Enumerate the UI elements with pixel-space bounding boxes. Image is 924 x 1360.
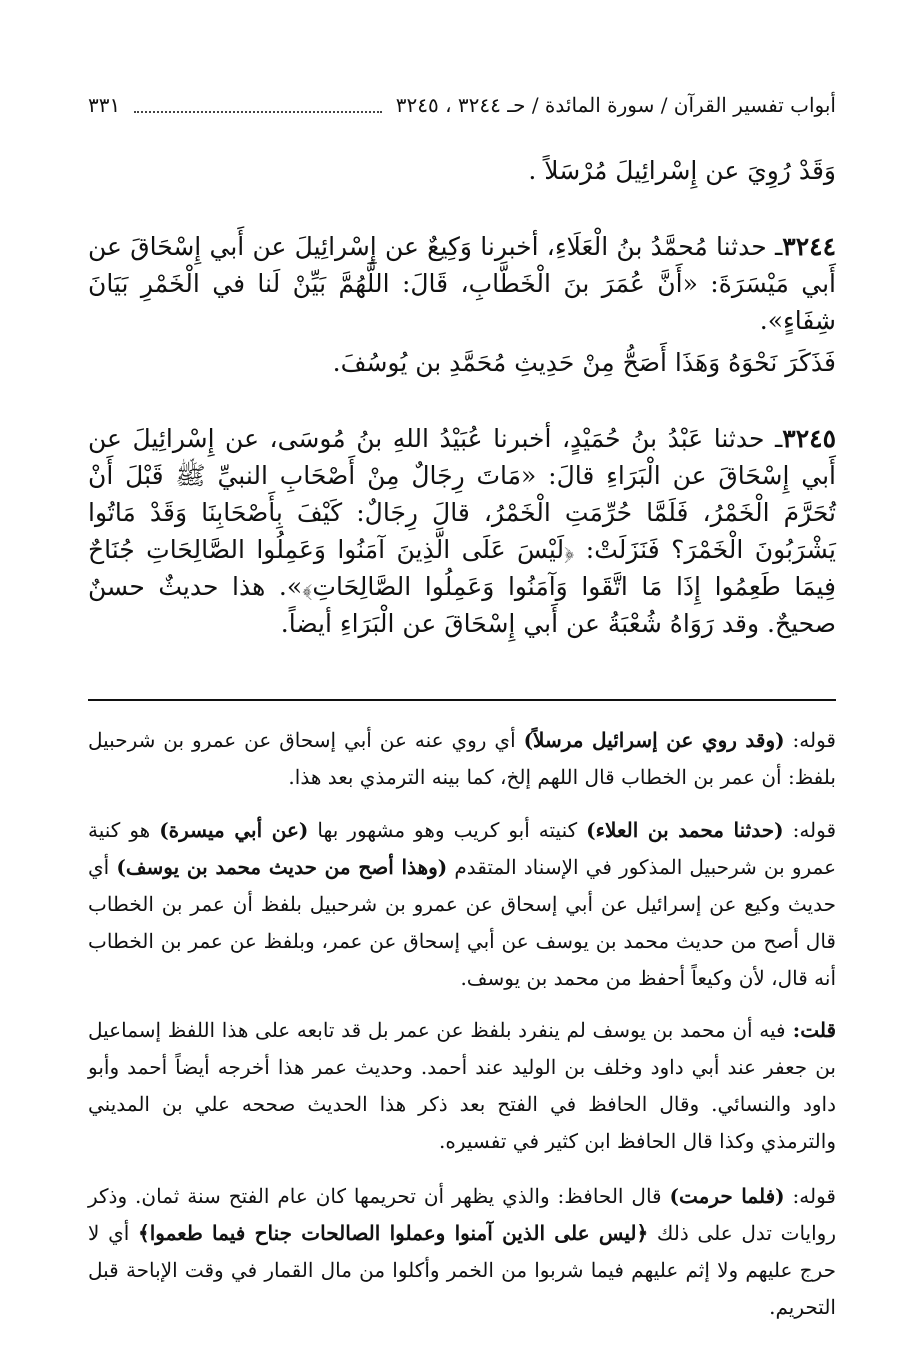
note-text: قال الحافظ: والذي يظهر أن تحريمها كان عام الفتح سنة ثمان. وذكر روايات تدل على ذلك (88, 1184, 836, 1245)
commentary-divider (88, 699, 836, 701)
commentary-note-3 (88, 1012, 836, 1160)
paragraph-text: وَقَدْ رُوِيَ عن إِسْرائِيلَ مُرْسَلاً . (528, 156, 836, 185)
running-header (88, 88, 836, 122)
hadith-3245-body (88, 420, 836, 642)
hadith-text: ـ حدثنا عَبْدُ بنُ حُمَيْدٍ، أخبرنا عُبَيْدُ اللهِ بنُ مُوسَى، عن إِسْرائِيلَ عن أَبي إِسْحَاقَ عن الْبَرَاءِ قالَ: «مَاتَ رِجَالٌ مِنْ أَصْحَابِ النبيِّ ﷺ قَبْلَ أَنْ تُحَرَّمَ الْخَمْرُ، فَلَمَّا حُرِّمَتِ الْخَمْرُ، قالَ رِجَالٌ: كَيْفَ بِأَصْحَابِنَا وَقَدْ مَاتُوا يَشْرَبُونَ الْخَمْرَ؟ فَنَزَلَتْ: ﴿لَيْسَ عَلَى الَّذِينَ آمَنُوا وَعَمِلُوا الصَّالِحَاتِ جُنَاحٌ فِيمَا طَعِمُوا إِذَا مَا اتَّقَوا وَآمَنُوا وَعَمِلُوا الصَّالِحَاتِ﴾». هذا حديثٌ حسنٌ صحيحٌ. وقد رَوَاهُ شُعْبَةُ عن أَبي إِسْحَاقَ عن الْبَرَاءِ أيضاً. (88, 424, 836, 638)
page-number: ٣٣١ (88, 93, 121, 117)
hadith-3244 (88, 228, 836, 339)
commentary-note-4 (88, 1178, 836, 1326)
note-lead: قوله: (784, 1184, 836, 1208)
hadith-3245 (88, 420, 836, 642)
note-quote: (وهذا أصح من حديث محمد بن يوسف) (116, 855, 448, 879)
commentary-note-2 (88, 812, 836, 997)
commentary-note-1 (88, 722, 836, 796)
note-body (88, 812, 836, 997)
note-text: هو كنية عمرو بن شرحبيل المذكور في الإسناد المتقدم (88, 818, 837, 879)
hadith-3244-body (88, 228, 836, 339)
note-quote: ﴿ليس على الذين آمنوا وعملوا الصالحات جناح فيما طعموا﴾ (138, 1221, 649, 1245)
main-paragraph-comment (88, 344, 836, 381)
note-quote: (عن أبي ميسرة) (159, 818, 309, 842)
note-body (88, 722, 836, 796)
note-body (88, 1012, 836, 1160)
header-title: أبواب تفسير القرآن / سورة المائدة / حـ ٣٢٤٤ ، ٣٢٤٥ (395, 93, 836, 117)
note-lead: قوله: (784, 728, 836, 752)
note-text: كنيته أبو كريب وهو مشهور بها (308, 818, 587, 842)
note-text: أي حديث وكيع عن إسرائيل عن أبي إسحاق عن عمرو بن شرحبيل بلفظ أن عمر بن الخطاب قال أصح من حديث محمد بن يوسف عن أبي إسحاق عن عمر، وبلفظ عن عمر بن الخطاب أنه قال، لأن وكيعاً أحفظ من محمد بن يوسف. (88, 855, 836, 990)
note-lead: قوله: (783, 818, 837, 842)
note-lead: قلت: (785, 1018, 837, 1042)
hadith-number: ٣٢٤٥ (782, 424, 836, 453)
note-text: أي لا حرج عليهم ولا إثم عليهم فيما شربوا من الخمر وأكلوا من مال القمار في وقت الإباحة قبل التحريم. (88, 1221, 836, 1319)
note-text: فيه أن محمد بن يوسف لم ينفرد بلفظ عن عمر بل قد تابعه على هذا اللفظ إسماعيل بن جعفر عند أبي داود وخلف بن الوليد عند أحمد. وحديث عمر هذا أخرجه أيضاً أحمد وأبو داود والنسائي. وقال الحافظ في الفتح بعد ذكر هذا الحديث صححه علي بن المديني والترمذي وكذا قال الحافظ ابن كثير في تفسيره. (88, 1018, 836, 1153)
note-quote: (فلما حرمت) (669, 1184, 785, 1208)
header-dot-leader (134, 110, 382, 113)
note-text: أي روي عنه عن أبي إسحاق عن عمرو بن شرحبيل بلفظ: أن عمر بن الخطاب قال اللهم إلخ، كما بينه الترمذي بعد هذا. (88, 728, 836, 789)
note-body (88, 1178, 836, 1326)
hadith-number: ٣٢٤٤ (782, 232, 836, 261)
paragraph-text: فَذَكَرَ نَحْوَهُ وَهَذَا أَصَحُّ مِنْ حَدِيثِ مُحَمَّدِ بن يُوسُفَ. (332, 348, 836, 377)
main-paragraph-mursal (88, 152, 836, 189)
note-quote: (وقد روي عن إسرائيل مرسلاً) (523, 728, 785, 752)
hadith-text: ـ حدثنا مُحمَّدُ بنُ الْعَلَاءِ، أخبرنا وَكِيعٌ عن إِسْرائِيلَ عن أَبي إِسْحَاقَ عن أَبي مَيْسَرَةَ: «أَنَّ عُمَرَ بنَ الْخَطَّابِ، قَالَ: اللَّهُمَّ بَيِّنْ لَنا في الْخَمْرِ بَيَانَ شِفَاءٍ». (88, 232, 836, 335)
note-quote: (حدثنا محمد بن العلاء) (586, 818, 784, 842)
